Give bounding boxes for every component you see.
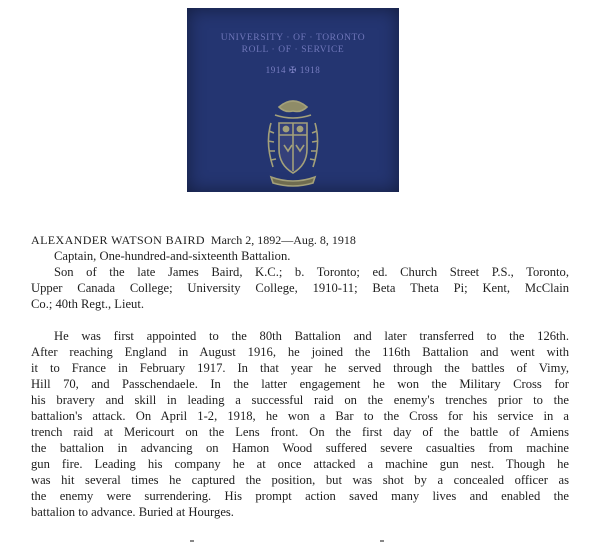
- narrative-line-9: gun fire. Leading his company he at once attacked a machine gun nest. Though he: [31, 457, 569, 471]
- book-cover: [187, 8, 399, 192]
- narrative-line-12: battalion to advance. Buried at Hourges.: [31, 505, 234, 519]
- narrative-line-7: trench raid at Mericourt on the Lens front. On the first day of the battle of Amiens: [31, 425, 569, 439]
- life-dates: March 2, 1892—Aug. 8, 1918: [210, 233, 356, 247]
- narrative-line-5: his bravery and skill in leading a successful raid on the enemy's trenches prior to the: [31, 393, 569, 407]
- narrative-line-6: battalion's attack. On April 1-2, 1918, he won a Bar to the Cross for his service in a: [31, 409, 569, 423]
- narrative-line-3: it to France in February 1917. In that year he served through the battles of Vimy,: [31, 361, 569, 375]
- cover-years: 1914 ✠ 1918: [265, 65, 321, 75]
- rank-line: Captain, One-hundred-and-sixteenth Battalion.: [54, 249, 291, 263]
- narrative-line-1: He was first appointed to the 80th Battalion and later transferred to the 126th.: [54, 329, 569, 343]
- narrative-line-4: Hill 70, and Passchendaele. In the latter engagement he won the Military Cross for: [31, 377, 569, 391]
- scan-mark: [380, 540, 384, 542]
- scan-mark: [190, 540, 194, 542]
- bio-line-1: Son of the late James Baird, K.C.; b. Toronto; ed. Church Street P.S., Toronto,: [54, 265, 569, 279]
- university-crest-icon: [261, 93, 325, 189]
- narrative-line-10: was hit several times he captured the position, but was shot by a concealed officer as: [31, 473, 569, 487]
- person-name: ALEXANDER WATSON BAIRD: [31, 233, 205, 247]
- narrative-line-8: the battalion in advancing on Hamon Wood suffered severe casualties from machine: [31, 441, 569, 455]
- cover-title-line-2: ROLL · OF · SERVICE: [241, 45, 345, 55]
- cover-title-line-1: UNIVERSITY · OF · TORONTO: [220, 33, 366, 43]
- entry-heading: [31, 232, 356, 248]
- bio-line-3: Co.; 40th Regt., Lieut.: [31, 297, 144, 311]
- narrative-line-11: the enemy were surrendering. His prompt action saved many lives and enabled the: [31, 489, 569, 503]
- narrative-line-2: After reaching England in August 1916, he joined the 116th Battalion and went with: [31, 345, 569, 359]
- bio-line-2: Upper Canada College; University College, 1910-11; Beta Theta Pi; Kent, McClain: [31, 281, 569, 295]
